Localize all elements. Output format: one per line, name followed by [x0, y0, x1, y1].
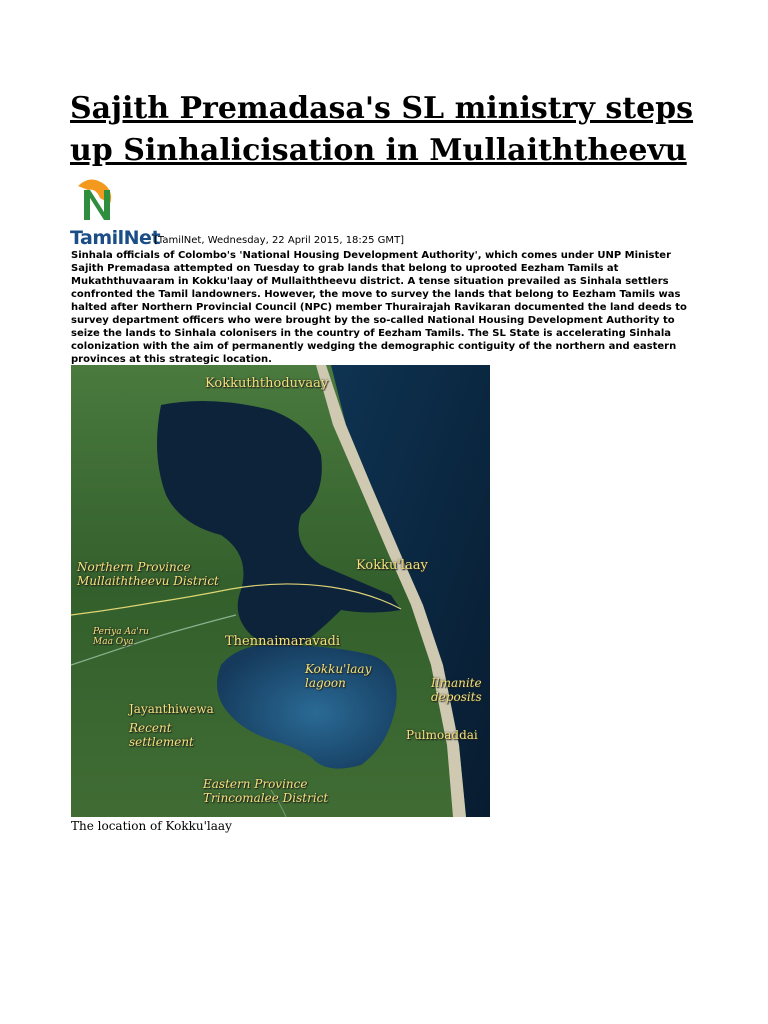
map-caption: The location of Kokku'laay	[71, 819, 232, 833]
map-label-northern-province-line1: Northern Province	[77, 560, 191, 574]
map-label-lagoon-line1: Kokku'laay	[305, 662, 372, 676]
map-label-eastern-province-line1: Eastern Province	[203, 777, 308, 791]
map-label-kokkuthoduvaay: Kokkuththoduvaay	[205, 376, 329, 391]
map-label-ilmanite-line1: Ilmanite	[431, 676, 482, 690]
map-label-periya-aaru	[93, 627, 149, 648]
map-label-northern-province	[77, 561, 219, 589]
map-label-periya-aaru-line2: Maa Oya	[93, 637, 134, 648]
map-label-ilmanite-line2: deposits	[431, 689, 482, 704]
map-label-thennaimaravadi: Thennaimaravadi	[225, 634, 341, 649]
map-label-pulmoaddai: Pulmoaddai	[406, 728, 478, 742]
map-image	[71, 365, 490, 817]
article-body: Sinhala officials of Colombo's 'National Housing Development Authority', which comes under UNP Minister Sajith Premadasa attempted on Tuesday to grab lands that belong to uprooted Eezham Tamils at Mukaththuvaaram in Kokku'laay of Mullaiththeevu district. A tense situation prevailed as Sinhala settlers confronted the Tamil landowners. However, the move to survey the lands that belong to Eezham Tamils was halted after Northern Provincial Council (NPC) member Thurairajah Ravikaran documented the land deeds to survey department officers who were brought by the so-called National Housing Development Authority to seize the lands to Sinhala colonisers in the country of Eezham Tamils. The SL State is accelerating Sinhala colonization with the aim of permanently wedging the demographic contiguity of the northern and eastern provinces at this strategic location.	[71, 250, 687, 365]
map-label-recent-settlement-line2: settlement	[129, 734, 194, 749]
map-label-northern-province-line2: Mullaiththeevu District	[77, 573, 219, 588]
map-label-eastern-province-line2: Trincomalee District	[203, 790, 329, 805]
map-label-lagoon-line2: lagoon	[305, 675, 346, 690]
map-label-recent-settlement-line1: Recent	[129, 721, 172, 735]
map-label-periya-aaru-line1: Periya Aa'ru	[93, 627, 149, 637]
map-label-eastern-province	[203, 778, 328, 806]
map-label-kokkulaay: Kokku'laay	[356, 558, 428, 573]
map-label-ilmanite	[431, 677, 482, 705]
map-label-recent-settlement	[129, 722, 194, 750]
map-label-jayanthiwewa: Jayanthiwewa	[129, 702, 214, 716]
logo-wordmark: TamilNet	[70, 227, 161, 249]
article-dateline: [TamilNet, Wednesday, 22 April 2015, 18:25 GMT]	[154, 235, 405, 246]
map-label-lagoon	[305, 663, 371, 691]
article-headline: Sajith Premadasa's SL ministry steps up Sinhalicisation in Mullaiththeevu	[70, 91, 694, 168]
